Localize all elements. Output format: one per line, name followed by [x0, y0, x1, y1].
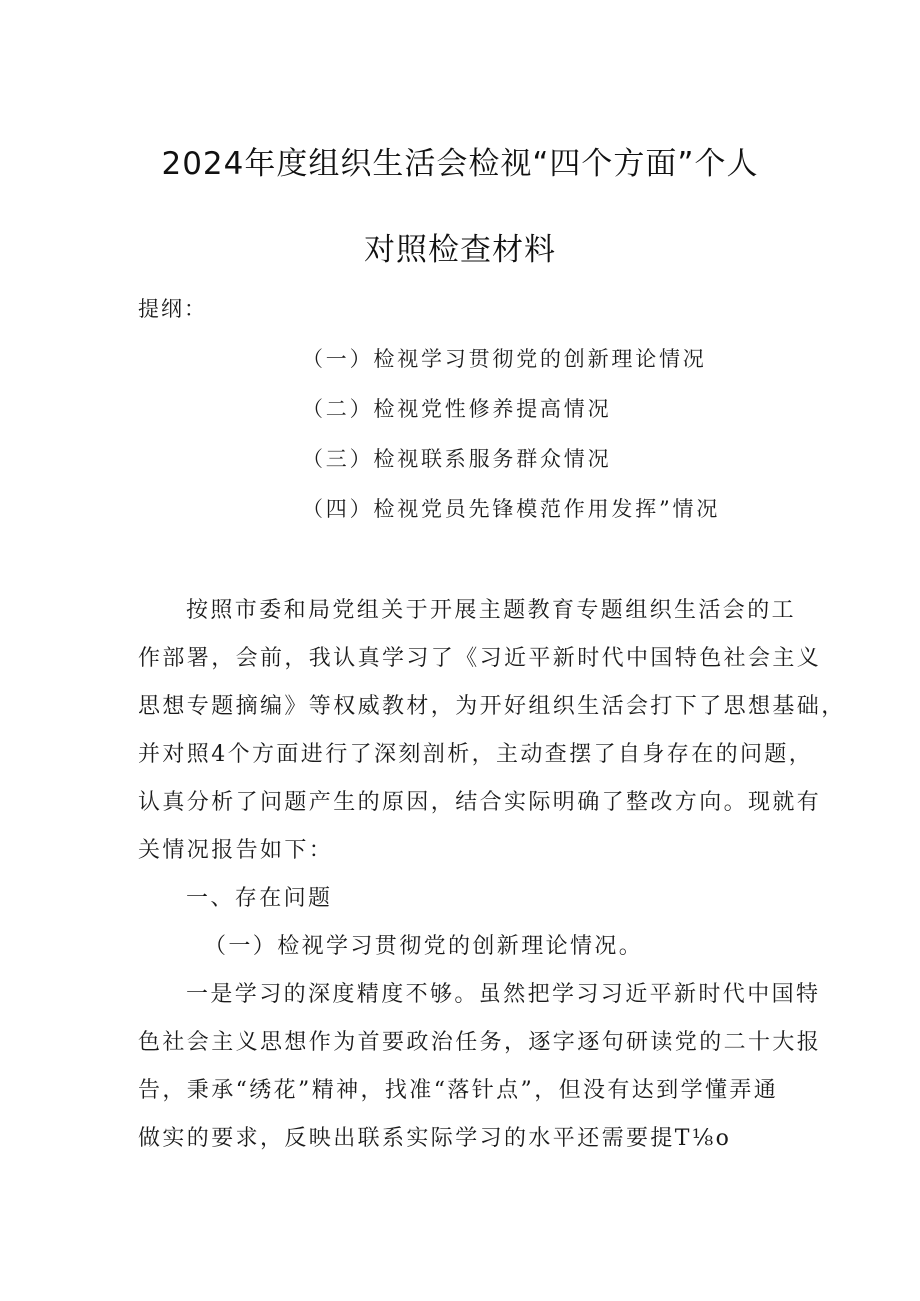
point-line-3: 告，秉承“绣花”精神，找准“落针点”，但没有达到学懂弄通 — [138, 1078, 779, 1103]
outline-item-1: （一）检视学习贯彻党的创新理论情况 — [302, 347, 707, 371]
intro-line-3: 思想专题摘编》等权威教材，为开好组织生活会打下了思想基础， — [138, 694, 846, 719]
outline-label: 提纲： — [138, 297, 207, 321]
intro-line-6: 关情况报告如下： — [138, 838, 334, 863]
section-heading: 一、存在问题 — [186, 886, 333, 911]
outline-item-3: （三）检视联系服务群众情况 — [302, 447, 612, 471]
outline-item-2: （二）检视党性修养提高情况 — [302, 397, 612, 421]
intro-line-1: 按照市委和局党组关于开展主题教育专题组织生活会的工 — [186, 598, 797, 623]
subsection-heading: （一）检视学习贯彻党的创新理论情况。 — [204, 934, 644, 959]
point-line-4: 做实的要求，反映出联系实际学习的水平还需要提T⅛o — [138, 1126, 732, 1151]
intro-line-4: 并对照4个方面进行了深刻剖析，主动查摆了自身存在的问题， — [138, 742, 814, 767]
intro-line-5: 认真分析了问题产生的原因，结合实际明确了整改方向。现就有 — [138, 790, 822, 815]
point-line-1: 一是学习的深度精度不够。虽然把学习习近平新时代中国特 — [186, 982, 821, 1007]
document-title-line-2: 对照检查材料 — [364, 232, 556, 268]
point-line-2: 色社会主义思想作为首要政治任务，逐字逐句研读党的二十大报 — [138, 1030, 822, 1055]
intro-line-2: 作部署，会前，我认真学习了《习近平新时代中国特色社会主义 — [138, 646, 822, 671]
document-title-line-1: 2024年度组织生活会检视“四个方面”个人 — [161, 146, 759, 182]
outline-item-4: （四）检视党员先锋模范作用发挥”情况 — [302, 497, 721, 521]
